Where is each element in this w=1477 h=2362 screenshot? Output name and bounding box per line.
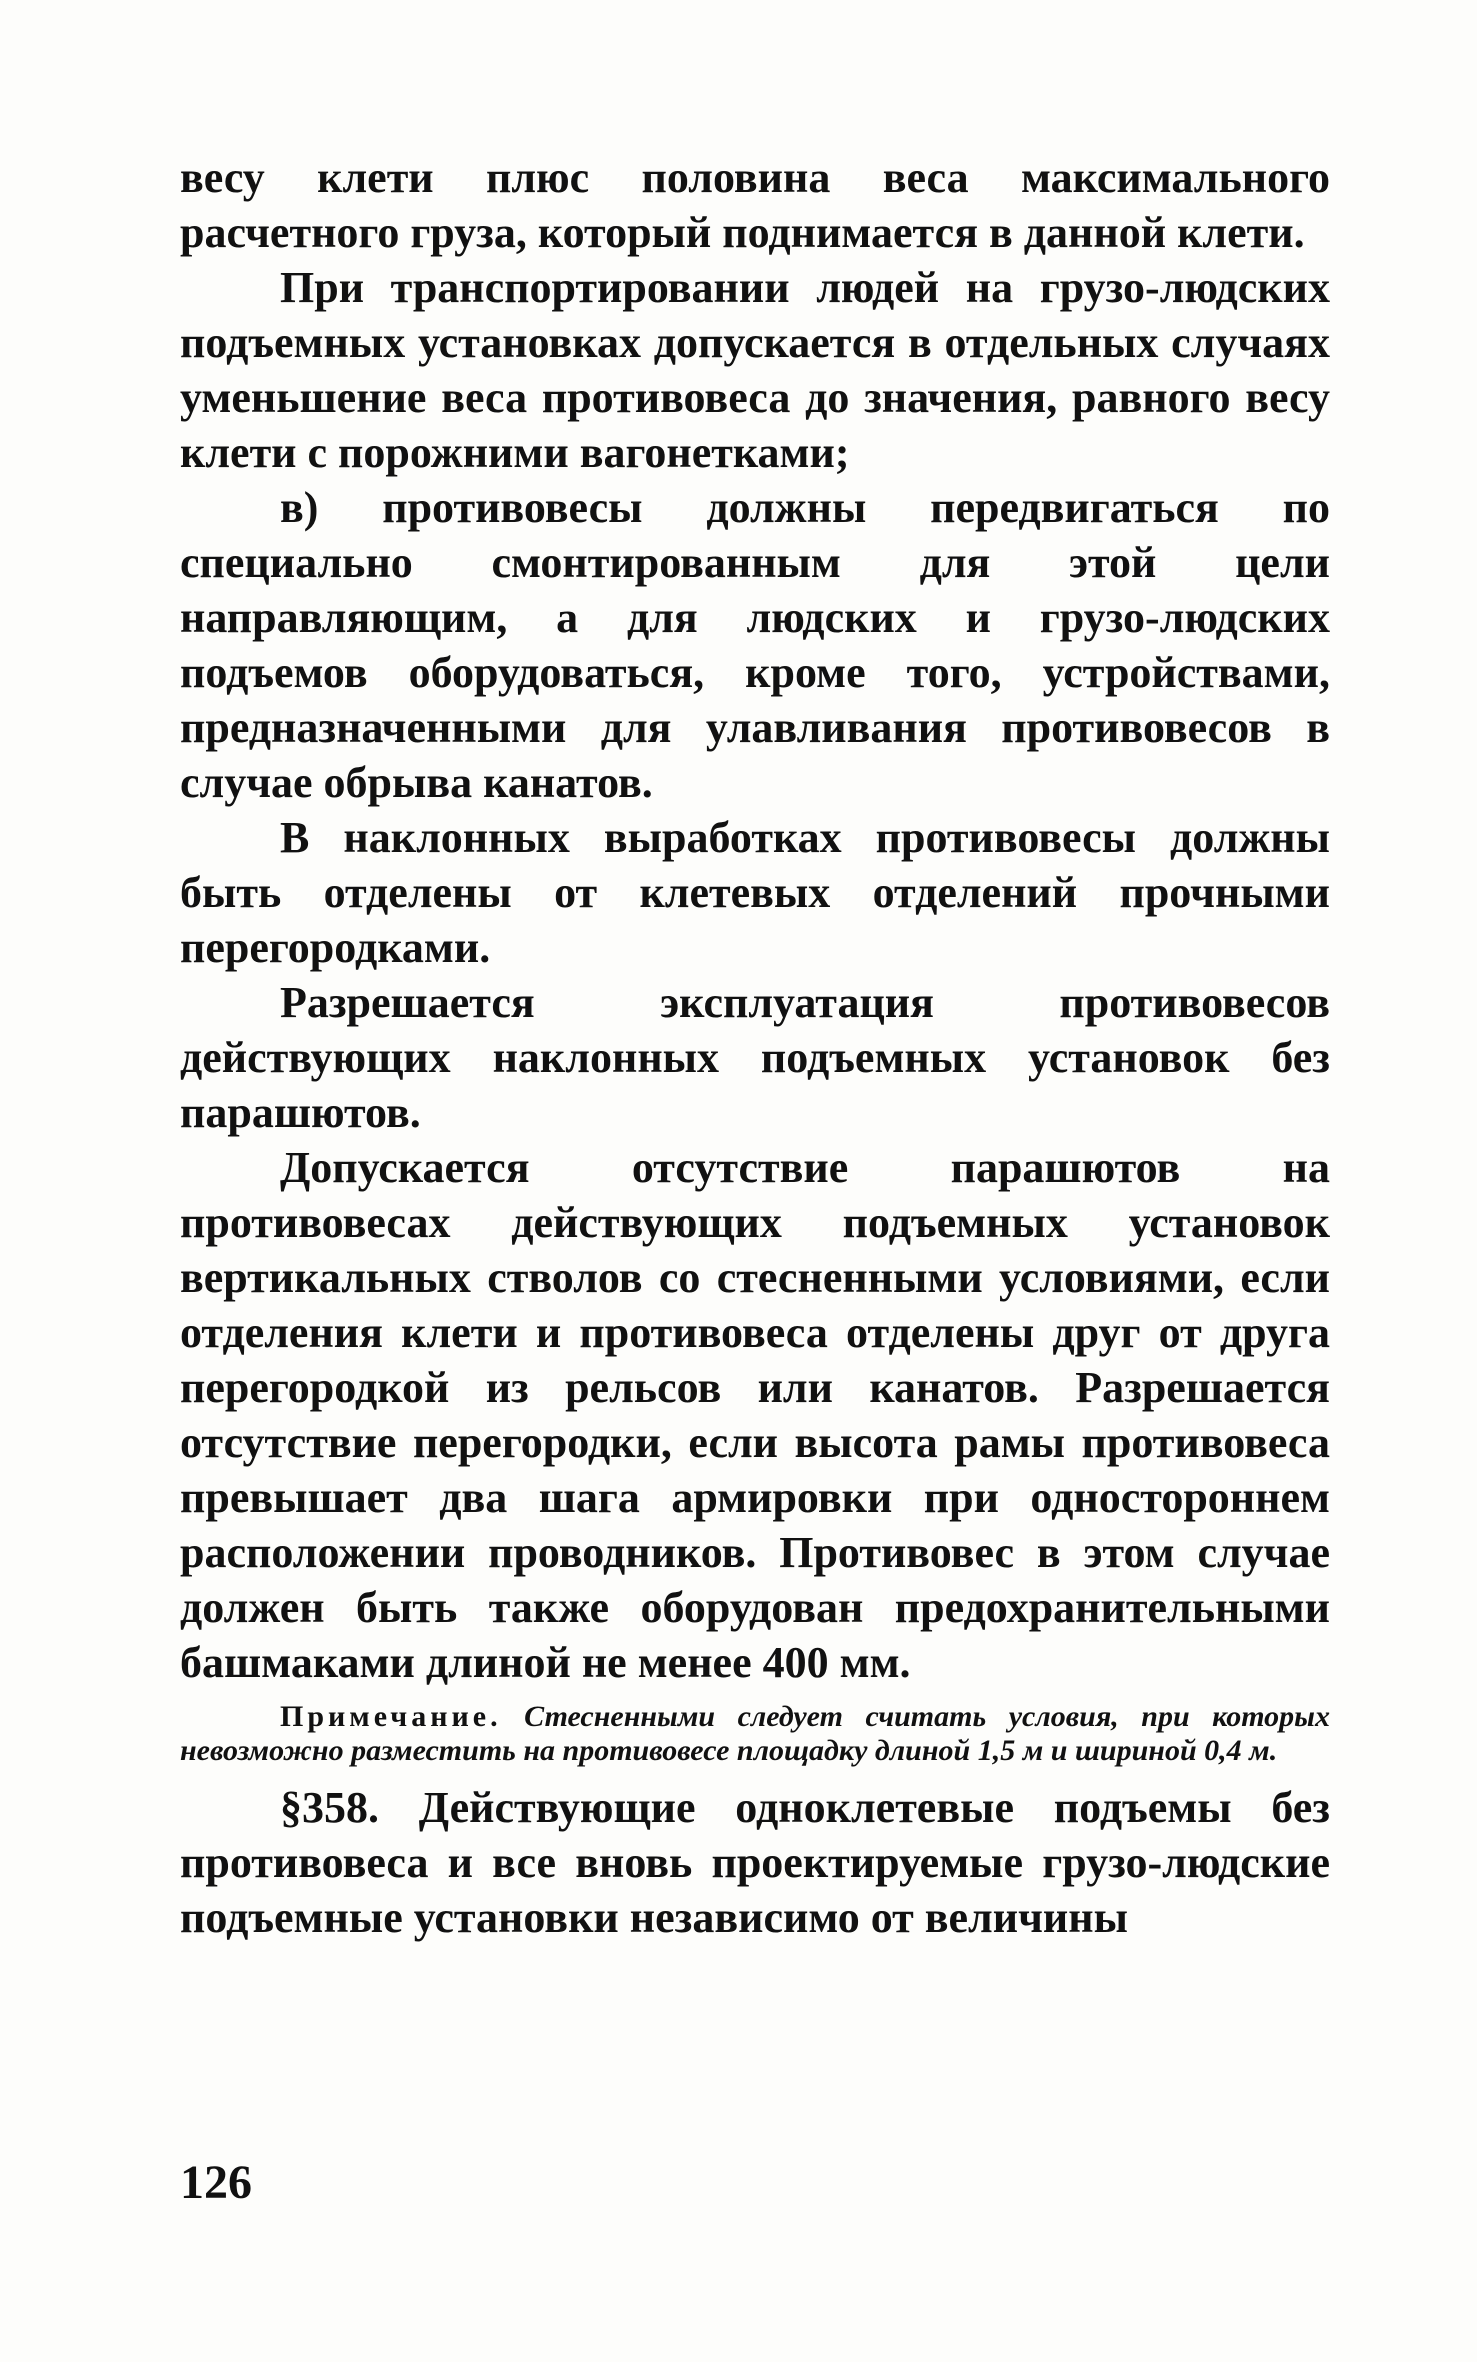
paragraph-item-v: в) противовесы должны передвигаться по специально смонтированным для этой цели направляющим, а для людских и грузо-людских подъемов оборудоваться, кроме того, устройствами, предназначенными для улавливания противовесов в случае обрыва канатов. — [180, 483, 1330, 807]
paragraph-parachutes-vertical: Допускается отсутствие парашютов на противовесах действующих подъемных установок вертикальных стволов со стесненными условиями, если отделения клети и противовеса отделены друг от друга перегородкой из рельсов или канатов. Разрешается отсутствие перегородки, если высота рамы противовеса превышает два шага армировки при одностороннем расположении проводников. Противовес в этом случае должен быть также оборудован предохранительными башмаками длиной не менее 400 мм. — [180, 1143, 1330, 1687]
paragraph-continuation: весу клети плюс половина веса максимального расчетного груза, который поднимается в данной клети. — [180, 153, 1330, 257]
paragraph-inclined-workings: В наклонных выработках противовесы должны быть отделены от клетевых отделений прочными перегородками. — [180, 813, 1330, 972]
page-body — [180, 150, 1330, 1945]
footnote — [180, 1700, 1330, 1768]
note-text: Стесненными следует считать условия, при которых невозможно разместить на противовесе площадку длиной 1,5 м и шириной 0,4 м. — [180, 1700, 1330, 1767]
page-number: 126 — [180, 2156, 252, 2209]
note-label: Примечание. — [280, 1700, 502, 1733]
paragraph-people-transport: При транспортировании людей на грузо-людских подъемных установках допускается в отдельных случаях уменьшение веса противовеса до значения, равного весу клети с порожними вагонетками; — [180, 263, 1330, 477]
paragraph-section-358: §358. Действующие одноклетевые подъемы без противовеса и все вновь проектируемые грузо-людские подъемные установки независимо от величины — [180, 1783, 1330, 1942]
paragraph-parachutes-inclined: Разрешается эксплуатация противовесов действующих наклонных подъемных установок без парашютов. — [180, 978, 1330, 1137]
